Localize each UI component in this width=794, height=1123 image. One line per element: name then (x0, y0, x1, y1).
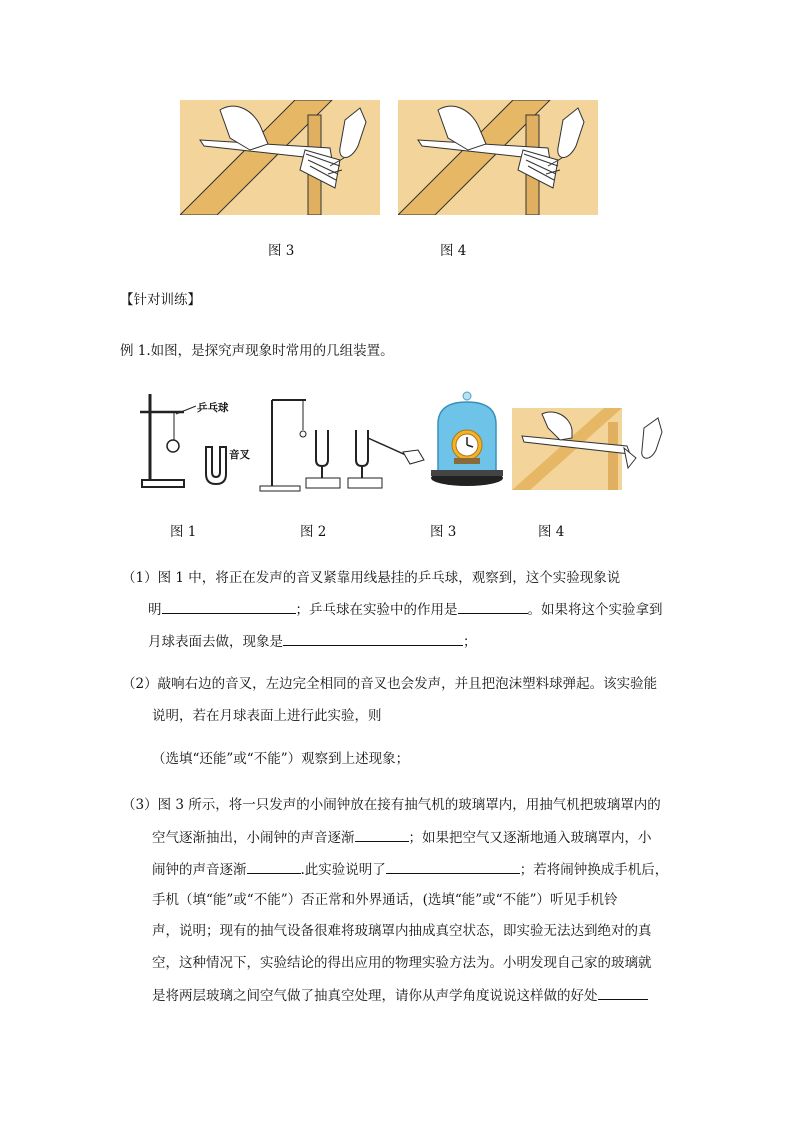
q3-blank-3[interactable] (386, 860, 520, 874)
q3-blank-2[interactable] (247, 860, 301, 874)
q2-line-1: （2）敲响右边的音叉，左边完全相同的音叉也会发声，并且把泡沫塑料球弹起。该实验能 (122, 676, 658, 692)
example-caption-1: 图 1 (170, 524, 197, 540)
q3-line-7-text: 是将两层玻璃之间空气做了抽真空处理，请你从声学角度说说这样做的好处 (152, 988, 598, 1004)
figure-4-ruler (512, 408, 672, 490)
q1-blank-3[interactable] (283, 632, 463, 646)
q3-line-3-mid: .此实验说明了 (300, 862, 386, 878)
figure-ruler-3 (180, 100, 380, 215)
q3-line-5: 声，说明；现有的抽气设备很难将玻璃罩内抽成真空状态，即实验无法达到绝对的真 (152, 923, 652, 939)
q3-line-2-end: ；如果把空气又逐渐地通入玻璃罩内，小 (408, 830, 652, 846)
top-caption-4: 图 4 (440, 243, 467, 259)
q1-line-3-end: ； (463, 634, 477, 650)
q3-line-7 (152, 986, 648, 1005)
figure-2-resonance-forks (258, 392, 430, 492)
q1-blank-2[interactable] (458, 600, 528, 614)
figure-ruler-4 (398, 100, 598, 215)
example-caption-2: 图 2 (300, 524, 327, 540)
q1-line-3 (148, 632, 477, 651)
q2-line-3: （选填“还能”或“不能”）观察到上述现象； (152, 751, 410, 767)
example-caption-3: 图 3 (430, 524, 457, 540)
q3-line-3-end: ；若将闹钟换成手机后， (519, 862, 669, 878)
q3-line-1: （3）图 3 所示，将一只发声的小闹钟放在接有抽气机的玻璃罩内，用抽气机把玻璃罩内的 (122, 797, 661, 813)
tuning-fork-label: 音叉 (229, 449, 250, 461)
q3-line-2-start: 空气逐渐抽出，小闹钟的声音逐渐 (152, 830, 355, 846)
q1-line-3-start: 月球表面去做，现象是 (148, 634, 283, 650)
q2-line-2: 说明，若在月球表面上进行此实验，则 (152, 708, 382, 724)
q1-line-2 (148, 600, 663, 619)
q3-line-3-start: 闹钟的声音逐渐 (152, 862, 247, 878)
q3-blank-1[interactable] (355, 828, 409, 842)
q3-line-3 (152, 860, 668, 879)
q1-line-2-mid: ；乒乓球在实验中的作用是 (295, 602, 458, 618)
example-caption-4: 图 4 (538, 524, 565, 540)
q3-line-2 (152, 828, 652, 847)
q1-line-2-start: 明 (148, 602, 162, 618)
q3-line-4: 手机（填“能”或“不能”）否正常和外界通话，(选填“能”或“不能”）听见手机铃 (152, 892, 618, 908)
figure-3-bell-jar (430, 390, 505, 490)
q1-line-2-end: 。如果将这个实验拿到 (527, 602, 663, 618)
q3-blank-4[interactable] (598, 986, 648, 1000)
pingpong-label: 乒乓球 (197, 402, 229, 414)
section-title: 【针对训练】 (120, 292, 201, 308)
q1-line-1: （1）图 1 中，将正在发声的音叉紧靠用线悬挂的乒乓球，观察到，这个实验现象说 (122, 570, 621, 586)
q3-line-6: 空，这种情况下，实验结论的得出应用的物理实验方法为。小明发现自己家的玻璃就 (152, 955, 652, 971)
example-intro: 例 1.如图，是探究声现象时常用的几组装置。 (120, 343, 394, 359)
q1-blank-1[interactable] (162, 600, 296, 614)
figure-1-pingpong-fork (136, 392, 256, 492)
top-caption-3: 图 3 (268, 243, 295, 259)
